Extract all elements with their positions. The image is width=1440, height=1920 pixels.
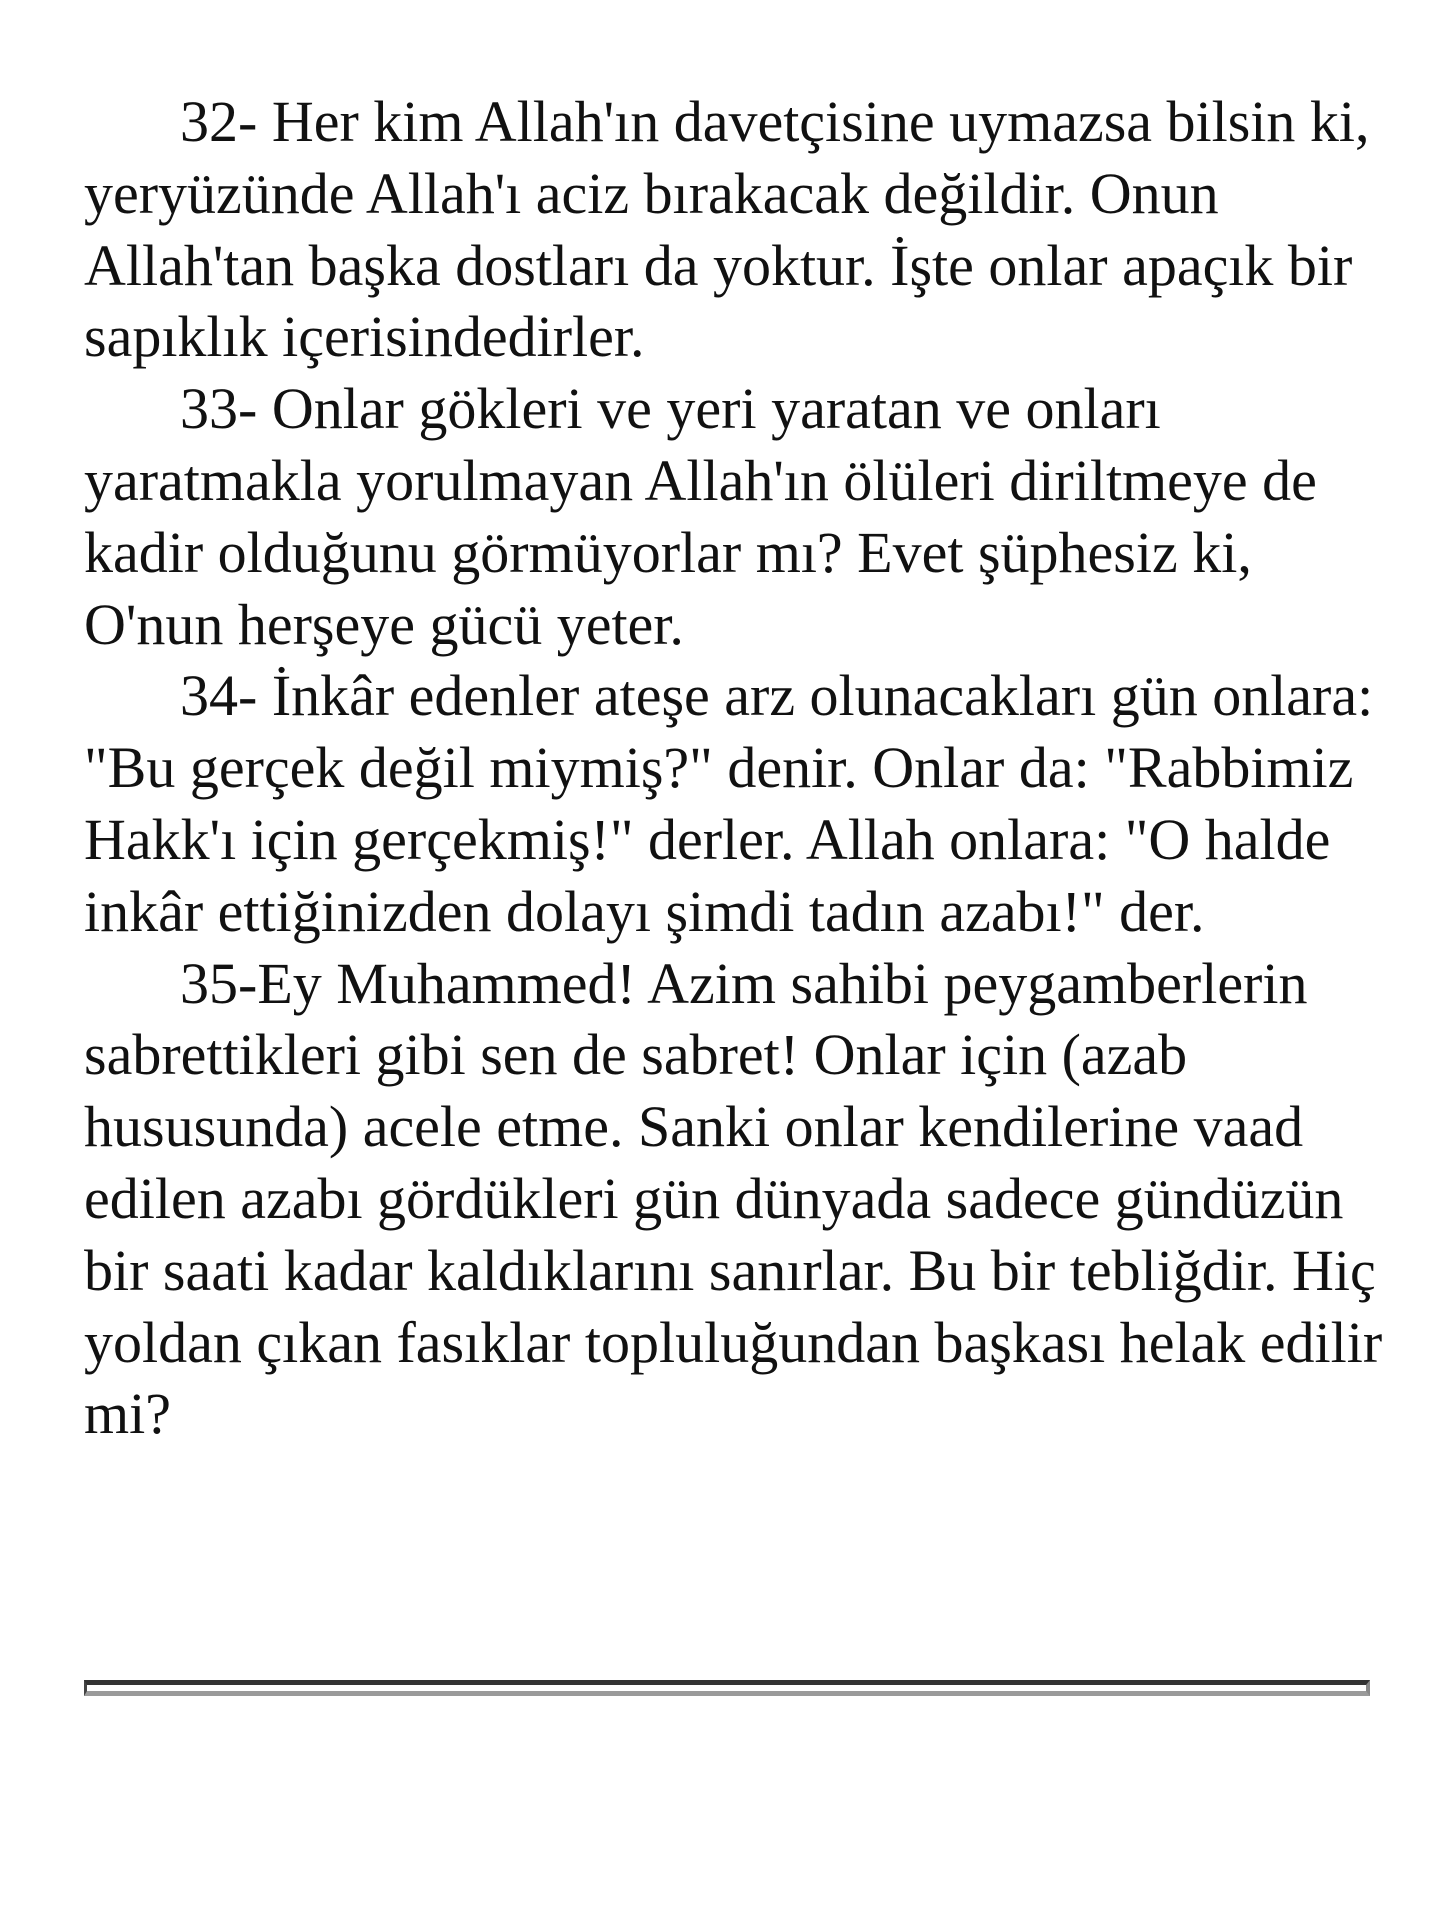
horizontal-divider (84, 1680, 1370, 1696)
verse-32: 32- Her kim Allah'ın davetçisine uymazsa bilsin ki, yeryüzünde Allah'ı aciz bırakacak değildir. Onun Allah'tan başka dostları da yoktur. İşte onlar apaçık bir sapıklık içerisindedirler. (84, 89, 1370, 370)
verse-text-block (84, 86, 1384, 1450)
verse-34: 34- İnkâr edenler ateşe arz olunacakları gün onlara: "Bu gerçek değil miymiş?" denir. Onlar da: "Rabbimiz Hakk'ı için gerçekmiş!" derler. Allah onlara: "O halde inkâr ettiğinizden dolayı şimdi tadın azabı!" der. (84, 663, 1374, 944)
verse-35: 35-Ey Muhammed! Azim sahibi peygamberlerin sabrettikleri gibi sen de sabret! Onlar için (azab hususunda) acele etme. Sanki onlar kendilerine vaad edilen azabı gördükleri gün dünyada sadece gündüzün bir saati kadar kaldıklarını sanırlar. Bu bir tebliğdir. Hiç yoldan çıkan fasıklar topluluğundan başkası helak edilir mi? (84, 950, 1383, 1447)
verse-33: 33- Onlar gökleri ve yeri yaratan ve onları yaratmakla yorulmayan Allah'ın ölüleri diriltmeye de kadir olduğunu görmüyorlar mı? Evet şüphesiz ki, O'nun herşeye gücü yeter. (84, 376, 1317, 657)
